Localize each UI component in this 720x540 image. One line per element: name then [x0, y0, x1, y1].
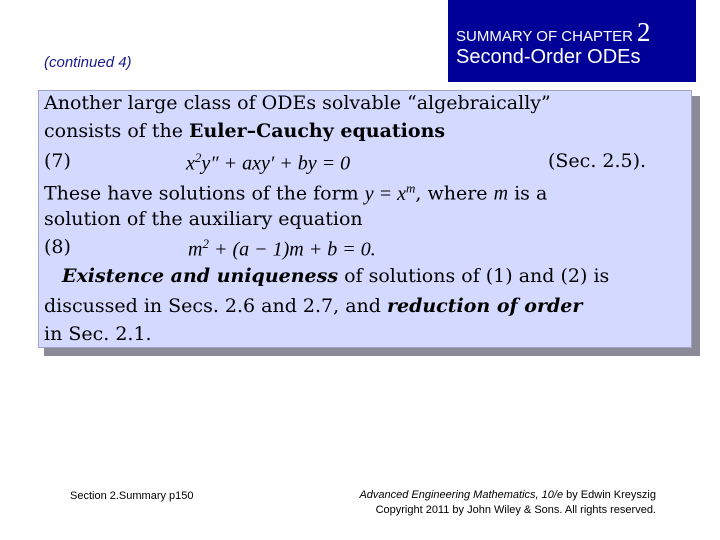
footer-citation [330, 488, 656, 518]
continued-label: (continued 4) [44, 54, 132, 71]
existence-uniqueness-term: Existence and uniqueness [62, 265, 339, 287]
equation-7-formula: $x^2y'' + axy'$ + by = 0 [186, 150, 351, 175]
summary-line-4 [44, 180, 547, 206]
summary-line-9: in Sec. 2.1. [44, 323, 152, 345]
equation-8-formula: $m^2 + (a - 1)m + b = 0$. [188, 236, 376, 261]
summary-line-7 [62, 265, 609, 287]
summary-line-4-c: is a [508, 182, 548, 205]
summary-line-7-rest: of solutions of (1) and (2) is [338, 265, 610, 287]
footer-section-reference: Section 2.Summary p150 [70, 490, 194, 502]
footer-copyright: Copyright 2011 by John Wiley & Sons. All rights reserved. [375, 504, 656, 516]
summary-line-1: Another large class of ODEs solvable “algebraically” [44, 92, 551, 114]
summary-line-4-a: These have solutions of the form [44, 182, 365, 205]
footer-book-title: Advanced Engineering Mathematics, 10/e [359, 489, 564, 501]
footer-book-line [330, 488, 656, 503]
equation-8-label: (8) [44, 236, 71, 258]
equation-7-reference: (Sec. 2.5). [548, 150, 647, 172]
chapter-number: 2 [636, 17, 651, 47]
reduction-of-order-term: reduction of order [386, 295, 583, 317]
summary-line-8 [44, 295, 582, 317]
solution-form: $y = x^m$ [364, 180, 416, 205]
equation-7-label: (7) [44, 150, 71, 172]
summary-prefix: SUMMARY OF CHAPTER [456, 28, 633, 45]
chapter-title: Second-Order ODEs [456, 46, 641, 68]
euler-cauchy-term: Euler–Cauchy equations [189, 120, 446, 142]
summary-heading [456, 17, 650, 48]
m-variable: m [493, 182, 509, 205]
summary-line-5: solution of the auxiliary equation [44, 208, 363, 230]
summary-line-8-prefix: discussed in Secs. 2.6 and 2.7, and [44, 295, 387, 317]
summary-line-4-b: , where [415, 182, 494, 205]
equation-8 [44, 236, 664, 262]
equation-7 [44, 150, 664, 176]
summary-line-2-prefix: consists of the [44, 120, 189, 142]
footer-author: by Edwin Kreyszig [563, 489, 656, 501]
summary-line-2 [44, 120, 445, 142]
